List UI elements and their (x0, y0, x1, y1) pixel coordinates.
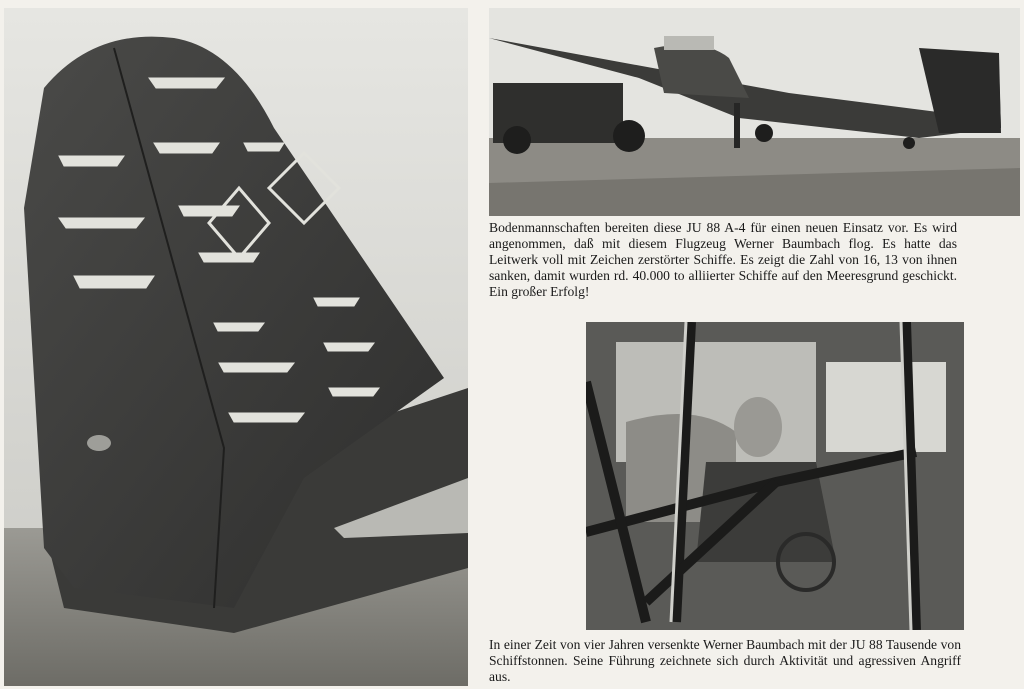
cockpit-caption: In einer Zeit von vier Jahren versenkte Werner Baumbach mit der JU 88 Tausende von Schiffstonnen. Seine Führung zeichnete sich durch Aktivität und agressiven Angriff aus. (489, 637, 961, 684)
aircraft-caption: Bodenmannschaften bereiten diese JU 88 A-4 für einen neuen Einsatz vor. Es wird angenommen, daß mit diesem Flugzeug Werner Baumbach flog. Es hatte das Leitwerk voll mit Zeichen zerstörter Schiffe. Es zeigt die Zahl von 16, 13 von ihnen sanken, damit wurden rd. 40.000 to alliierter Schiffe auf den Meeresgrund geschickt. Ein großer Erfolg! (489, 220, 957, 299)
cockpit-photo (586, 322, 964, 630)
tail-fin-photo (4, 8, 468, 686)
tail-fin-illustration (4, 8, 468, 686)
aircraft-photo (489, 8, 1020, 216)
aircraft-illustration (489, 8, 1020, 216)
cockpit-illustration (586, 322, 964, 630)
